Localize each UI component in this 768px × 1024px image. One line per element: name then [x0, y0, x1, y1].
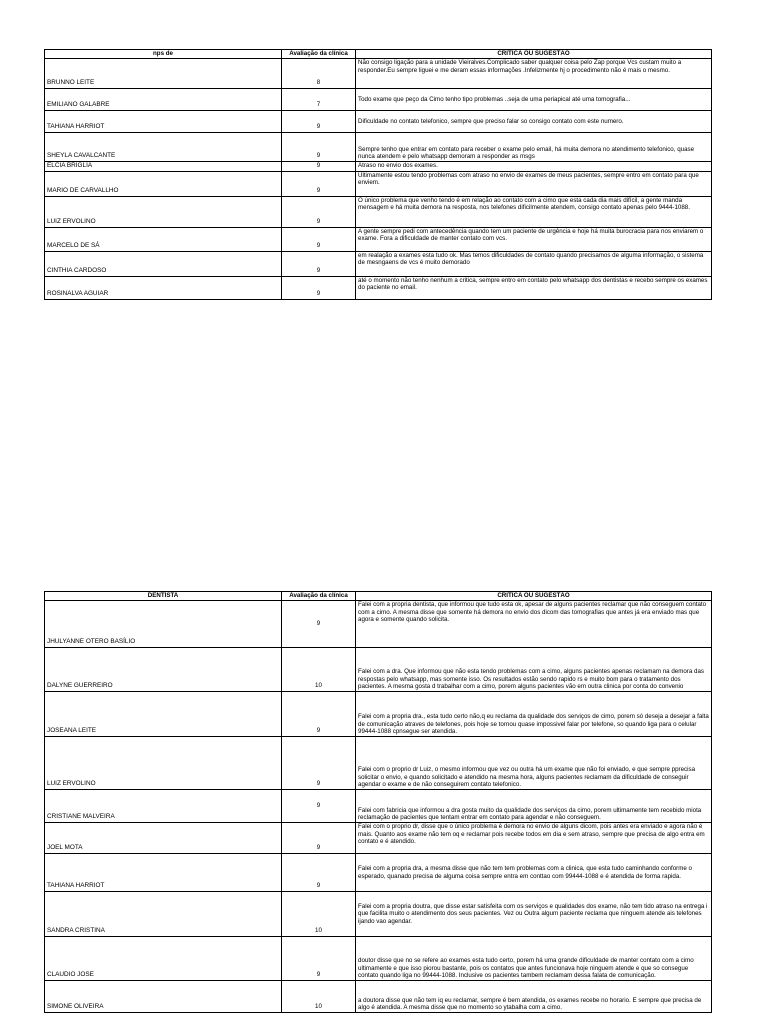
row-score: 9: [282, 937, 356, 981]
nps-table: [44, 49, 712, 300]
row-comment: Ultimamente estou tendo problemas com atraso no envio de exames de meus pacientes, sempre entro em contato para que enviem.: [356, 171, 712, 196]
row-comment: Falei com a propria doutra, que disse estar satisfeita com os serviços e qualidades dos exame, não tem tido atraso na entrega i que facilita muito o atendimento dos seus pacientes. Vez ou Outra algum paciente reclama que ninguem atende ais telefones ijando vao agendar.: [356, 892, 712, 937]
table-row: [45, 171, 712, 196]
table-row: [45, 251, 712, 276]
table-row: [45, 892, 712, 937]
row-score: 9: [282, 251, 356, 276]
table-row: [45, 89, 712, 111]
header-comment: CRITICA OU SUGESTÃO: [356, 592, 712, 601]
row-comment: Falei com a propria dentista, que informou que tudo esta ok, apesar de alguns pacientes reclamar que não conseguem contato com a cimo. A mesma disse que somente há demora no envio dos dicom das tomografias que antes já era enviado mas que agora e somente quando solicita.: [356, 601, 712, 648]
row-comment: Falei com o proprio dr Luiz, o mesmo informou que vez ou outra há um exame que não foi enviado, e que sempre pprecisa solicitar o envio, e quando solicitado e atendido na mesma hora, alguns pacientes reclamam da dificuldade de conseguir agendar o exame e de não conseguirem contato telefonico.: [356, 737, 712, 790]
row-score: 9: [282, 823, 356, 854]
table-header-row: [45, 50, 712, 59]
row-score: 10: [282, 648, 356, 692]
header-score: Avaliação da clínica: [282, 592, 356, 601]
row-name: JOEL MOTA: [45, 823, 282, 854]
row-score: 9: [282, 196, 356, 227]
row-name: LUIZ ERVOLINO: [45, 196, 282, 227]
row-score: 9: [282, 111, 356, 133]
row-name: MARCELO DE SÁ: [45, 227, 282, 251]
row-name: LUIZ ERVOLINO: [45, 737, 282, 790]
header-name: DENTISTA: [45, 592, 282, 601]
row-name: ELCIA BRIGLIA: [45, 162, 282, 172]
row-name: BRUNNO LEITE: [45, 59, 282, 89]
table-row: [45, 59, 712, 89]
row-comment: Dificuldade no contato telefonico, sempre que preciso falar so consigo contato com este numero.: [356, 111, 712, 133]
table-row: [45, 601, 712, 648]
row-comment: Atraso no envio dos exames.: [356, 162, 712, 172]
table-row: [45, 162, 712, 172]
table-row: [45, 133, 712, 162]
row-comment: Não consigo ligação para a unidade Vieiralves.Complicado saber qualquer coisa pelo Zap porque Vcs custam muito a responder.Eu sempre liguei e me deram essas informações .Infelizmente hj o procedimento não é mais o mesmo.: [356, 59, 712, 89]
row-name: TAHIANA HARRIOT: [45, 854, 282, 892]
dentist-table: [44, 591, 712, 1013]
table-row: [45, 854, 712, 892]
table-row: [45, 196, 712, 227]
row-comment: Falei com fabricia que informou a dra gosta muito da qualidade dos serviços da cimo, porem ultimamente tem recebido miota reclamação de pacientes que tentam entrar em contato para agendar e não conseguem.: [356, 790, 712, 823]
table-row: [45, 737, 712, 790]
table-row: [45, 790, 712, 823]
row-score: 9: [282, 171, 356, 196]
row-name: ROSINALVA AGUIAR: [45, 276, 282, 299]
row-score: 9: [282, 276, 356, 299]
row-name: JHULYANNE OTERO BASÍLIO: [45, 601, 282, 648]
row-score: 9: [282, 737, 356, 790]
row-score: 9: [282, 692, 356, 737]
row-score: 10: [282, 981, 356, 1013]
row-comment: O único problema que venho tendo é em relação ao contato com a cimo que esta cada dia mais difícil, a gente manda mensagem e há muita demora na resposta, nos telefones dificilmente atendem, consigo contato apenas pelo 9444-1088.: [356, 196, 712, 227]
table-row: [45, 111, 712, 133]
row-comment: Sempre tenho que entrar em contato para receber o exame pelo email, há muita demora no atendimento telefonico, quase nunca atendem e pelo whatsapp demoram a responder as msgs: [356, 133, 712, 162]
table-row: [45, 937, 712, 981]
table-row: [45, 227, 712, 251]
row-name: JOSEANA LEITE: [45, 692, 282, 737]
table-row: [45, 648, 712, 692]
row-score: 9: [282, 162, 356, 172]
row-comment: A gente sempre pedi com antecedência quando tem um paciente de urgência e hoje há muita burocracia para nos enviarem o exame. Fora a dificuldade de manter contato com vcs.: [356, 227, 712, 251]
row-comment: Falei com a propria dra., esta tudo certo não,q eu reclama da qualidade dos serviços de cimo, porem só deseja a desejar a falta de comunicação atraves de telefones, pois hoje se tornou quase impossivel falar por telefone, so quando liga para o celular 99444-1088 cpnsegue ser atendida.: [356, 692, 712, 737]
row-name: MARIO DE CARVALLHO: [45, 171, 282, 196]
row-name: CLAUDIO JOSE: [45, 937, 282, 981]
table-row: [45, 823, 712, 854]
row-name: SIMONE OLIVEIRA: [45, 981, 282, 1013]
row-score: 7: [282, 89, 356, 111]
row-name: EMILIANO GALABRE: [45, 89, 282, 111]
row-comment: a doutora disse que não tem iq eu reclamar, sempre é bem atendida, os exames recebe no horario. E sempre que precisa de algo é atendida. A mesma disse que no momento so ytabalha com a cimo.: [356, 981, 712, 1013]
row-comment: Todo exame que peço da Cimo tenho tipo problemas ..seja de uma periapical até uma tomografia...: [356, 89, 712, 111]
header-score: Avaliação da clínica: [282, 50, 356, 59]
table-header-row: [45, 592, 712, 601]
row-name: DALYNE GUERREIRO: [45, 648, 282, 692]
row-score: 10: [282, 892, 356, 937]
table-row: [45, 981, 712, 1013]
header-name: nps de: [45, 50, 282, 59]
row-score: 9: [282, 227, 356, 251]
row-score: 9: [282, 133, 356, 162]
row-comment: Falei com a propria dra, a mesma disse que não tem tem problemas com a clinica, que esta tudo caminhando conforme o esperado, quanado precisa de alguma coisa sempre entra em conttao com 99444-1088 e é atendida de forma rapida.: [356, 854, 712, 892]
row-name: CRISTIANE MALVEIRA: [45, 790, 282, 823]
row-comment: Falei com a dra. Que informou que não esta tendo problemas com a cimo, alguns pacientes apenas reclamam na demora das respostas pelo whatsapp, mas somente isso. Os resultados estão sendo rapido rs e muito bom para o tratamento dos pacientes. A mesma gosta d trabalhar com a cimo, porem alguns pacientes vão em outra clinica por conta do convenio: [356, 648, 712, 692]
row-comment: até o momento não tenho nenhum a critica, sempre entro em contato pelo whatsapp dos dentistas e recebo sempre os exames do paciente no email.: [356, 276, 712, 299]
row-score: 9: [282, 854, 356, 892]
row-name: SANDRA CRISTINA: [45, 892, 282, 937]
row-comment: doutor disse que no se refere ao exames esta tudo certo, porem há uma grande dificuldade de manter contato com a cimo ultimamente e que isso piorou bastante, pois os contatos que antes funcionava hoje ninguem atende e que so consegue contato quando liga no 99444-1088. Inclusive os pacientes tambem reclamam dessa falata de comunicação.: [356, 937, 712, 981]
row-comment: Falei com o proprio dr, disse que o único problema é demora no envio de alguns dicom, pois antes era enviado e agora não é mais. Quanto aos exame não tem oq e reclamar pois recebe todos em dia e sem atraso, sempre que precisa de algo entra em contato e é atendido.: [356, 823, 712, 854]
row-name: CINTHIA CARDOSO: [45, 251, 282, 276]
header-comment: CRITICA OU SUGESTÃO: [356, 50, 712, 59]
row-name: TAHIANA HARRIOT: [45, 111, 282, 133]
row-score: 8: [282, 59, 356, 89]
row-comment: em realação a exames esta tudo ok. Mas temos dificuldades de contato quando precisamos de alguma informação, o sistema de mesngaens de vcs é muito demorado: [356, 251, 712, 276]
table-row: [45, 692, 712, 737]
row-score: 9: [282, 601, 356, 648]
row-name: SHEYLA CAVALCANTE: [45, 133, 282, 162]
table-row: [45, 276, 712, 299]
row-score: 9: [282, 790, 356, 823]
